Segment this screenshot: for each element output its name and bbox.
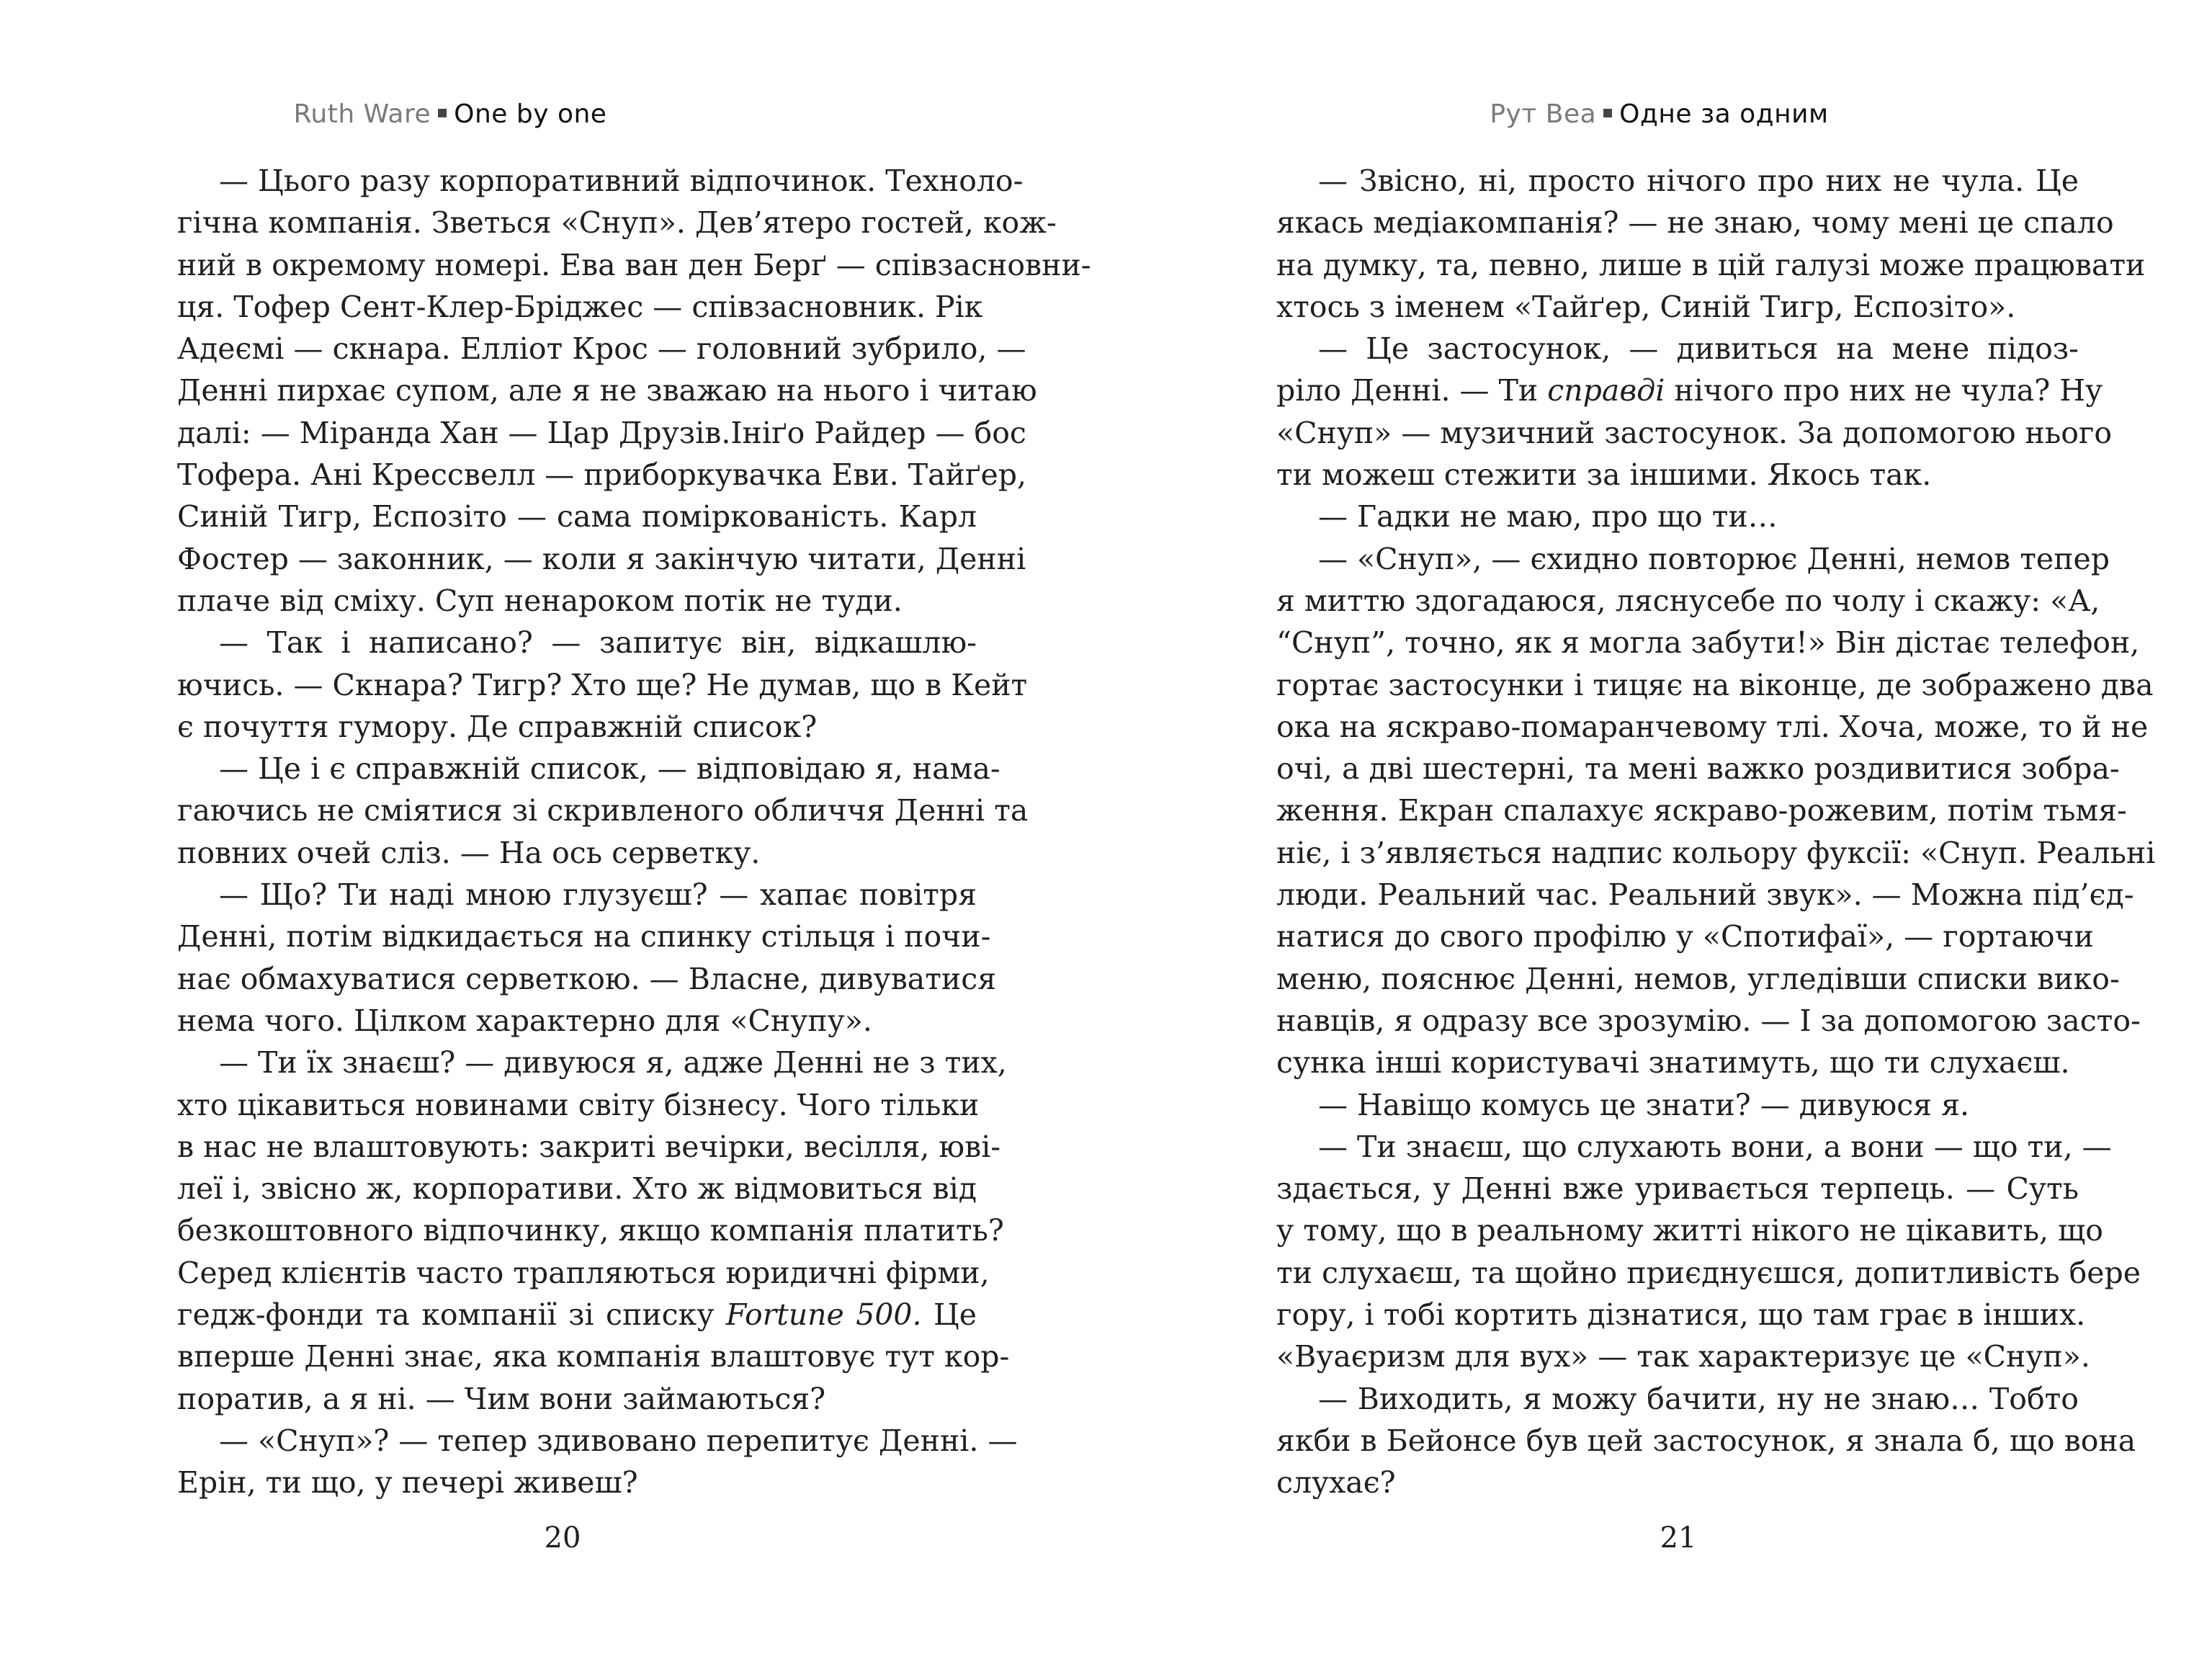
text-line: якби в Бейонсе був цей застосунок, я знала б, що вона xyxy=(1276,1423,2136,1458)
text-line: Денні, потім відкидається на спинку стільця і почи- xyxy=(177,919,991,954)
text-line: — Звісно, ні, просто нічого про них не чула. Це xyxy=(1318,164,2079,198)
text-line: ока на яскраво-помаранчевому тлі. Хоча, може, то й не xyxy=(1276,709,2149,744)
text-line: ючись. — Скнара? Тигр? Хто ще? Не думав, що в Кейт xyxy=(177,667,1028,702)
separator-square-icon xyxy=(438,109,447,117)
text-line: я миттю здогадаюся, ляснусебе по чолу і скажу: «А, xyxy=(1276,583,2100,618)
text-line: гедж-фонди та компанії зі списку Fortune 500. Це xyxy=(177,1297,977,1333)
text-line: ження. Екран спалахує яскраво-рожевим, потім тьмя- xyxy=(1276,793,2128,828)
page-number: 20 xyxy=(544,1521,581,1555)
text-line: гічна компанія. Зветься «Снуп». Дев’ятеро гостей, кож- xyxy=(177,205,1057,241)
text-line: «Вуаєризм для вух» — так характеризує це «Снуп». xyxy=(1276,1339,2090,1374)
text-line: хтось з іменем «Тайґер, Синій Тигр, Еспозіто». xyxy=(1276,289,2016,324)
author-name: Рут Веа xyxy=(1490,99,1597,129)
text-line: слухає? xyxy=(1276,1465,1396,1501)
text-line: нає обмахуватися серветкою. — Власне, дивуватися xyxy=(177,961,997,996)
text-line: — Гадки не маю, про що ти… xyxy=(1318,499,1778,535)
text-line: меню, пояснює Денні, немов, угледівши списки вико- xyxy=(1276,961,2120,996)
text-line: — Так і написано? — запитує він, відкашлю- xyxy=(219,625,977,661)
text-line: — Ти їх знаєш? — дивуюся я, адже Денні не з тих, xyxy=(219,1045,1007,1081)
text-line: повних очей сліз. — На ось серветку. xyxy=(177,835,761,870)
text-line: — Це і є справжній список, — відповідаю я, нама- xyxy=(219,751,1000,787)
book-title: One by one xyxy=(454,99,607,129)
running-head-right xyxy=(1106,99,2212,129)
text-line: гаючись не сміятися зі скривленого обличчя Денні та xyxy=(177,793,1029,828)
text-line: на думку, та, певно, лише в цій галузі може працювати xyxy=(1276,247,2146,282)
text-line: Синій Тигр, Еспозіто — сама поміркованість. Карл xyxy=(177,499,977,535)
text-line: ти слухаєш, та щойно приєднуєшся, допитливість бере xyxy=(1276,1255,2141,1290)
text-line: у тому, що в реальному житті нікого не цікавить, що xyxy=(1276,1213,2103,1248)
text-line: нема чого. Цілком характерно для «Снупу». xyxy=(177,1003,872,1038)
text-line: Серед клієнтів часто трапляються юридичні фірми, xyxy=(177,1255,990,1290)
text-line: Денні пирхає супом, але я не зважаю на нього і читаю xyxy=(177,373,1037,408)
text-line: — «Снуп», — єхидно повторює Денні, немов тепер xyxy=(1318,541,2110,576)
text-line: «Снуп» — музичний застосунок. За допомогою нього xyxy=(1276,415,2113,450)
text-line: гортає застосунки і тицяє на віконце, де зображено два xyxy=(1276,667,2154,702)
text-line: хто цікавиться новинами світу бізнесу. Чого тільки xyxy=(177,1087,980,1122)
italic-phrase: Fortune 500. xyxy=(725,1297,922,1333)
text-line: Фостер — законник, — коли я закінчую читати, Денні xyxy=(177,541,1026,576)
text-line: безкоштовного відпочинку, якщо компанія платить? xyxy=(177,1213,1004,1248)
text-line: — Ти знаєш, що слухають вони, а вони — що ти, — xyxy=(1318,1129,2112,1164)
italic-phrase: справді xyxy=(1547,373,1665,408)
text-line: здається, у Денні вже уривається терпець. — Суть xyxy=(1276,1171,2079,1207)
text-line: плаче від сміху. Суп ненароком потік не туди. xyxy=(177,583,903,618)
text-line: ця. Тофер Сент-Клер-Бріджес — співзасновник. Рік xyxy=(177,289,983,324)
text-line: — Навіщо комусь це знати? — дивуюся я. xyxy=(1318,1087,1969,1122)
text-line: люди. Реальний час. Реальний звук». — Можна під’єд- xyxy=(1276,877,2134,913)
body-text-left xyxy=(177,160,1091,1504)
text-line: ти можеш стежити за іншими. Якось так. xyxy=(1276,457,1932,493)
text-line: ний в окремому номері. Ева ван ден Берґ — співзасновни- xyxy=(177,247,1091,282)
text-line: Тофера. Ані Крессвелл — приборкувачка Еви. Тайґер, xyxy=(177,457,1027,493)
text-line: сунка інші користувачі знатимуть, що ти слухаєш. xyxy=(1276,1045,2070,1081)
text-line: — «Снуп»? — тепер здивовано перепитує Денні. — xyxy=(219,1423,1018,1458)
text-line: навців, я одразу все зрозумію. — І за допомогою засто- xyxy=(1276,1003,2141,1038)
text-line: “Снуп”, точно, як я могла забути!» Він дістає телефон, xyxy=(1276,625,2140,661)
author-name: Ruth Ware xyxy=(293,99,431,129)
text-line: ніє, і з’являється надпис кольору фуксії: «Снуп. Реальні xyxy=(1276,835,2156,870)
text-line: поратив, а я ні. — Чим вони займаються? xyxy=(177,1381,826,1416)
text-line: вперше Денні знає, яка компанія влаштовує тут кор- xyxy=(177,1339,1010,1374)
text-line: ріло Денні. — Ти справді нічого про них не чула? Ну xyxy=(1276,373,2103,408)
text-line: — Цього разу корпоративний відпочинок. Техноло- xyxy=(219,164,1024,198)
text-line: — Це застосунок, — дивиться на мене підоз- xyxy=(1318,331,2079,367)
text-line: натися до свого профілю у «Спотифаї», — гортаючи xyxy=(1276,919,2094,954)
text-line: очі, а дві шестерні, та мені важко роздивитися зобра- xyxy=(1276,751,2120,787)
page-number: 21 xyxy=(1660,1521,1697,1555)
text-line: далі: — Міранда Хан — Цар Друзів.Ініґо Райдер — бос xyxy=(177,415,1026,450)
body-text-right xyxy=(1276,160,2156,1504)
text-line: гору, і тобі кортить дізнатися, що там грає в інших. xyxy=(1276,1297,2086,1333)
text-line: якась медіакомпанія? — не знаю, чому мені це спало xyxy=(1276,205,2114,241)
text-line: Ерін, ти що, у печері живеш? xyxy=(177,1465,638,1501)
book-title: Одне за одним xyxy=(1619,99,1829,129)
text-line: — Що? Ти наді мною глузуєш? — хапає повітря xyxy=(219,877,977,913)
running-head-left xyxy=(0,99,720,129)
text-line: є почуття гумору. Де справжній список? xyxy=(177,709,818,744)
separator-square-icon xyxy=(1603,109,1612,117)
text-line: Адеємі — скнара. Елліот Крос — головний зубрило, — xyxy=(177,331,1026,367)
text-line: — Виходить, я можу бачити, ну не знаю… Тобто xyxy=(1318,1381,2079,1416)
text-line: в нас не влаштовують: закриті вечірки, весілля, юві- xyxy=(177,1129,1001,1164)
text-line: леї і, звісно ж, корпоративи. Хто ж відмовиться від xyxy=(177,1171,977,1207)
right-page xyxy=(1106,0,2212,1659)
